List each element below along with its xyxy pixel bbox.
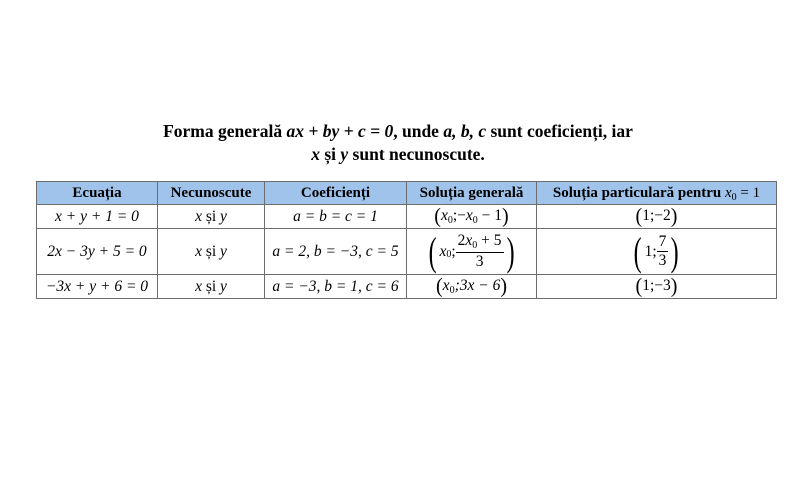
cell-necunoscute bbox=[158, 275, 265, 299]
coefficients-text: a = b = c = 1 bbox=[293, 207, 378, 225]
conj-si: și bbox=[201, 242, 221, 260]
page-heading bbox=[0, 120, 796, 166]
gen-sub: 0 bbox=[447, 215, 453, 227]
cell-solutia-generala bbox=[407, 205, 537, 229]
conj-si: și bbox=[201, 207, 221, 225]
cell-ecuatia bbox=[37, 205, 158, 229]
heading-var-x: x bbox=[311, 144, 320, 164]
gen-var2: x bbox=[465, 207, 473, 225]
coefficients-text: a = 2, b = −3, c = 5 bbox=[272, 242, 399, 260]
header-necunoscute: Necunoscute bbox=[158, 182, 265, 205]
cell-necunoscute bbox=[158, 229, 265, 275]
paren-left: ( bbox=[635, 274, 643, 298]
gen-var: x bbox=[439, 242, 447, 260]
coefficients-text: a = −3, b = 1, c = 6 bbox=[272, 277, 399, 295]
fraction-denominator: 3 bbox=[475, 253, 484, 270]
heading-vars: a, b, c bbox=[443, 121, 487, 141]
heading-var-y: y bbox=[340, 144, 349, 164]
cell-solutia-generala bbox=[407, 229, 537, 275]
part-prefix: 1; bbox=[644, 242, 657, 260]
paren-right: ) bbox=[670, 204, 678, 228]
table-header-row bbox=[37, 182, 777, 205]
part-expression bbox=[631, 228, 681, 274]
heading-text: Forma generală bbox=[163, 121, 287, 141]
paren-left: ( bbox=[633, 228, 642, 274]
fraction-numerator bbox=[456, 232, 504, 253]
paren-left: ( bbox=[436, 274, 443, 298]
heading-formula: ax + by + c = 0 bbox=[286, 121, 394, 141]
gen-sep: ;− bbox=[452, 207, 466, 225]
gen-expression bbox=[426, 228, 517, 274]
cell-ecuatia bbox=[37, 229, 158, 275]
header-cond-sub: 0 bbox=[731, 191, 737, 203]
gen-fraction bbox=[456, 232, 504, 271]
paren-right: ) bbox=[671, 228, 680, 274]
heading-text: sunt coeficienți, iar bbox=[486, 121, 633, 141]
var-x: x bbox=[195, 207, 202, 225]
var-y: y bbox=[220, 207, 227, 225]
var-y: y bbox=[220, 277, 227, 295]
paren-left: ( bbox=[428, 228, 437, 274]
paren-right: ) bbox=[506, 228, 515, 274]
gen-sub2: 0 bbox=[472, 215, 478, 227]
paren-left: ( bbox=[635, 204, 643, 228]
heading-line-1 bbox=[0, 120, 796, 143]
conj-si: și bbox=[201, 277, 221, 295]
paren-right: ) bbox=[670, 274, 678, 298]
equation-text: −3x + y + 6 = 0 bbox=[45, 277, 149, 295]
part-text: 1;−2 bbox=[642, 207, 671, 225]
part-text: 1;−3 bbox=[642, 277, 671, 295]
part-fraction bbox=[657, 233, 669, 270]
heading-line-2 bbox=[0, 143, 796, 166]
table-row bbox=[37, 229, 777, 275]
cell-coeficienti bbox=[265, 275, 407, 299]
heading-text: , unde bbox=[393, 121, 444, 141]
num-var: x bbox=[465, 232, 473, 249]
header-solutia-generala: Soluția generală bbox=[407, 182, 537, 205]
table-row bbox=[37, 275, 777, 299]
paren-right: ) bbox=[500, 274, 507, 298]
equations-table bbox=[36, 181, 777, 299]
cell-solutia-generala bbox=[407, 275, 537, 299]
cell-coeficienti bbox=[265, 205, 407, 229]
gen-tail: − 1 bbox=[477, 207, 503, 225]
heading-text: sunt necunoscute. bbox=[348, 144, 485, 164]
header-cond-var: x bbox=[724, 184, 732, 201]
header-coeficienti: Coeficienți bbox=[265, 182, 407, 205]
cell-solutia-particulara bbox=[537, 275, 777, 299]
gen-var: x bbox=[442, 277, 450, 295]
var-x: x bbox=[195, 277, 202, 295]
gen-tail: ;3x − 6 bbox=[454, 277, 501, 295]
header-ecuatia: Ecuația bbox=[37, 182, 158, 205]
num-sub: 0 bbox=[472, 240, 478, 251]
gen-sub: 0 bbox=[449, 285, 455, 297]
paren-left: ( bbox=[434, 204, 441, 228]
header-cond-val: = 1 bbox=[736, 184, 761, 201]
cell-ecuatia bbox=[37, 275, 158, 299]
header-solutia-particulara-text: Soluția particulară pentru bbox=[552, 184, 722, 201]
num-prefix: 2 bbox=[457, 232, 466, 249]
cell-coeficienti bbox=[265, 229, 407, 275]
heading-text: și bbox=[319, 144, 341, 164]
gen-sub: 0 bbox=[446, 249, 452, 260]
table-row bbox=[37, 205, 777, 229]
cell-solutia-particulara bbox=[537, 205, 777, 229]
equation-text: 2x − 3y + 5 = 0 bbox=[47, 242, 147, 260]
fraction-denominator: 3 bbox=[658, 252, 667, 269]
var-x: x bbox=[195, 242, 202, 260]
gen-var: x bbox=[440, 207, 448, 225]
paren-right: ) bbox=[502, 204, 509, 228]
num-tail: + 5 bbox=[477, 232, 502, 249]
equation-text: x + y + 1 = 0 bbox=[55, 207, 139, 225]
var-y: y bbox=[220, 242, 227, 260]
cell-solutia-particulara bbox=[537, 229, 777, 275]
gen-sep: ; bbox=[451, 242, 456, 260]
cell-necunoscute bbox=[158, 205, 265, 229]
header-solutia-particulara bbox=[537, 182, 777, 205]
fraction-numerator: 7 bbox=[658, 233, 667, 250]
